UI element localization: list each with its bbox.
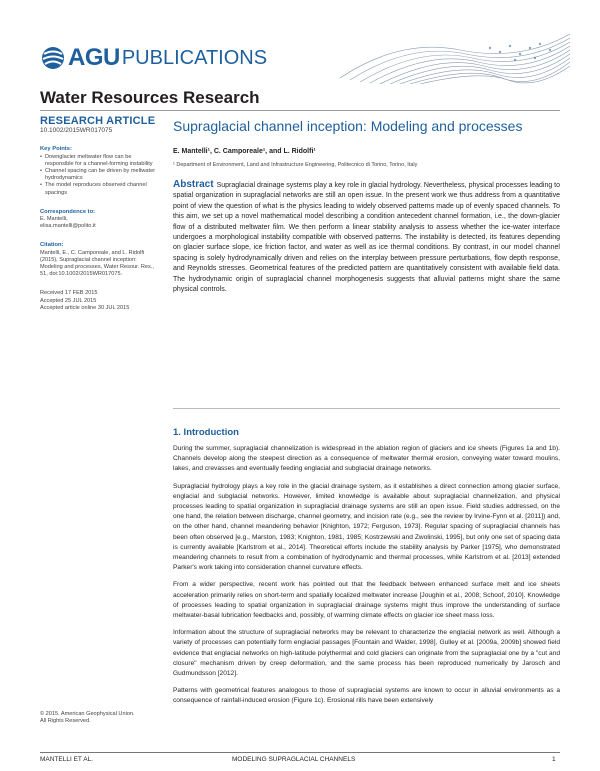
date-accepted: Accepted 25 JUL 2015 xyxy=(40,297,97,304)
agu-globe-icon xyxy=(40,45,66,71)
journal-divider xyxy=(40,110,560,111)
page-number: 1 xyxy=(552,756,556,763)
body-paragraph: From a wider perspective, recent work has pointed out that the feedback between enhanced surface melt and ice sheets acceleration primarily relies on short-term and spatially localized meltwater increase [Joughin et al., 2008; Schoof, 2010]. Knowledge of processes leading to spatial organization in supraglacial drainage systems might thus improve the understanding of surface meltwater-basal lubrication feedbacks and, possibly, of warming climate effects on glacier ice sheet mass loss. xyxy=(173,581,560,620)
body-paragraph: During the summer, supraglacial channelization is widespread in the ablation region of glaciers and ice sheets (Figures 1a and 1b). Channels develop along the steepest direction as a consequence of meltwater thermal erosion, conveying water toward moulins, lakes, and crevasses and eventually feeding englacial and subglacial drainage networks. xyxy=(173,445,560,473)
page-header xyxy=(0,0,600,82)
body-paragraph: Patterns with geometrical features analogous to those of supraglacial systems are known to occur in alluvial environments as a consequence of rainfall-induced erosion (Figure 1c). Erosional rills have been extensively xyxy=(173,687,560,705)
footer-running-title: MODELING SUPRAGLACIAL CHANNELS xyxy=(232,756,356,763)
section-divider xyxy=(173,408,560,409)
journal-title: Water Resources Research xyxy=(40,88,260,107)
abstract xyxy=(173,180,560,295)
correspondence-name: E. Mantelli, xyxy=(40,216,68,223)
article-dates xyxy=(40,290,160,312)
left-sidebar xyxy=(40,115,160,312)
article-affiliation: ¹ Department of Environment, Land and Infrastructure Engineering, Politecnico di Torino, Torino, Italy xyxy=(173,162,418,168)
footer-authors: MANTELLI ET AL. xyxy=(40,756,93,763)
body-paragraph: Supraglacial hydrology plays a key role in the glacial drainage system, as it establishes a direct connection among glacier surface, englacial and subglacial networks. However, limited knowledge is available about supraglacial channelization, and physical processes leading to spatial organization in supraglacial drainage systems are still an open issue. Field studies addressed, on the one hand, the relation between discharge, channel geometry, and incision rate (e.g., see the review by Irvine-Fynn et al. [2011]) and, on the other hand, channel meandering behavior [Knighton, 1972; Ferguson, 1973]. Regular spacing of supraglacial channels has been often observed [e.g., Marston, 1983; Knighton, 1981, 1985; Kostrzewski and Zwolinski, 1995], but only one set of spacing data is currently available [Karlstrom et al., 2014]. Theoretical efforts include the stability analysis by Parker [1975], who demonstrated meandering channels to result from a combination of hydrodynamic and thermal processes, while Karlstrom et al. [2013] extended Parker's work taking into consideration channel curvature effects. xyxy=(173,482,560,572)
citation-text: Mantelli, E., C. Camporeale, and L. Ridolfi (2015), Supraglacial channel inception: Modeling and processes, Water Resour. Res., 51, doi:10.1002/2015WR017075. xyxy=(40,249,154,278)
article-body xyxy=(173,444,560,714)
key-point: • Channel spacing can be driven by meltwater hydrodynamics xyxy=(40,168,160,182)
body-paragraph: Information about the structure of supraglacial networks may be relevant to characterize the englacial network as well. Although a variety of processes can potentially form englacial passages [Fountain and Walder, 1998], Gulley et al. [2009a, 2009b] showed field evidence that englacial networks on high-latitude polythermal and cold glaciers can originate from the supraglacial one by a "cut and closure" mechanism driven by creep deformation, and the same process has been reproduced numerically by Jarosch and Gudmundsson [2012]. xyxy=(173,629,560,678)
key-points-label: Key Points: xyxy=(40,146,72,153)
logo-text: AGU xyxy=(68,44,120,71)
abstract-text: Supraglacial drainage systems play a key role in glacial hydrology. Nevertheless, physical processes leading to spatial organization in supraglacial networks are still an open issue. In the present work we thus address from a quantitative point of view the question of what is the physics leading to widely observed patterns made up of evenly spaced channels. To this aim, we set up a novel mathematical model describing a condition antecedent channel formation, i.e., the down-glacier flow of a distributed meltwater film. We then perform a linear stability analysis to assess whether the ice-water interface undergoes a morphological instability compatible with observed patterns. The instability is detected, its features depending on glacier surface slope, ice friction factor, and water as well as ice thermal conditions. By contrast, in our model channel spacing is solely hydrodynamically driven and relies on the interplay between pressure perturbations, flow depth response, and Reynolds stresses. Geometrical features of the predicted pattern are quantitatively consistent with available field data. The hydrodynamic origin of supraglacial channel morphogenesis suggests that alluvial patterns might share the same physical controls. xyxy=(173,182,561,294)
journal-bar xyxy=(40,88,560,108)
section-title: 1. Introduction xyxy=(173,427,239,438)
abstract-label: Abstract xyxy=(173,179,214,190)
copyright xyxy=(40,711,135,725)
correspondence-email[interactable]: elisa.mantelli@polito.it xyxy=(40,223,96,230)
key-point: • Downglacier meltwater flow can be responsible for a channel-forming instability xyxy=(40,154,160,168)
logo-subtext: PUBLICATIONS xyxy=(121,46,268,69)
date-online: Accepted article online 30 JUL 2015 xyxy=(40,304,130,311)
article-type: RESEARCH ARTICLE xyxy=(40,115,156,127)
date-received: Received 17 FEB 2015 xyxy=(40,290,98,297)
key-point: • The model reproduces observed channel spacings xyxy=(40,182,160,196)
footer-divider xyxy=(40,752,560,753)
citation-label: Citation: xyxy=(40,242,64,249)
key-points-list xyxy=(40,154,160,197)
correspondence-label: Correspondence to: xyxy=(40,208,96,215)
article-doi: 10.1002/2015WR017075 xyxy=(40,127,113,135)
copyright-line: All Rights Reserved. xyxy=(40,718,91,725)
article-authors: E. Mantelli¹, C. Camporeale¹, and L. Ridolfi¹ xyxy=(173,148,316,155)
agu-logo xyxy=(40,44,267,72)
copyright-line: © 2015. American Geophysical Union. xyxy=(40,711,135,717)
article-title: Supraglacial channel inception: Modeling and processes xyxy=(173,118,523,134)
decorative-wave-icon xyxy=(340,28,570,84)
article-main xyxy=(173,118,560,295)
